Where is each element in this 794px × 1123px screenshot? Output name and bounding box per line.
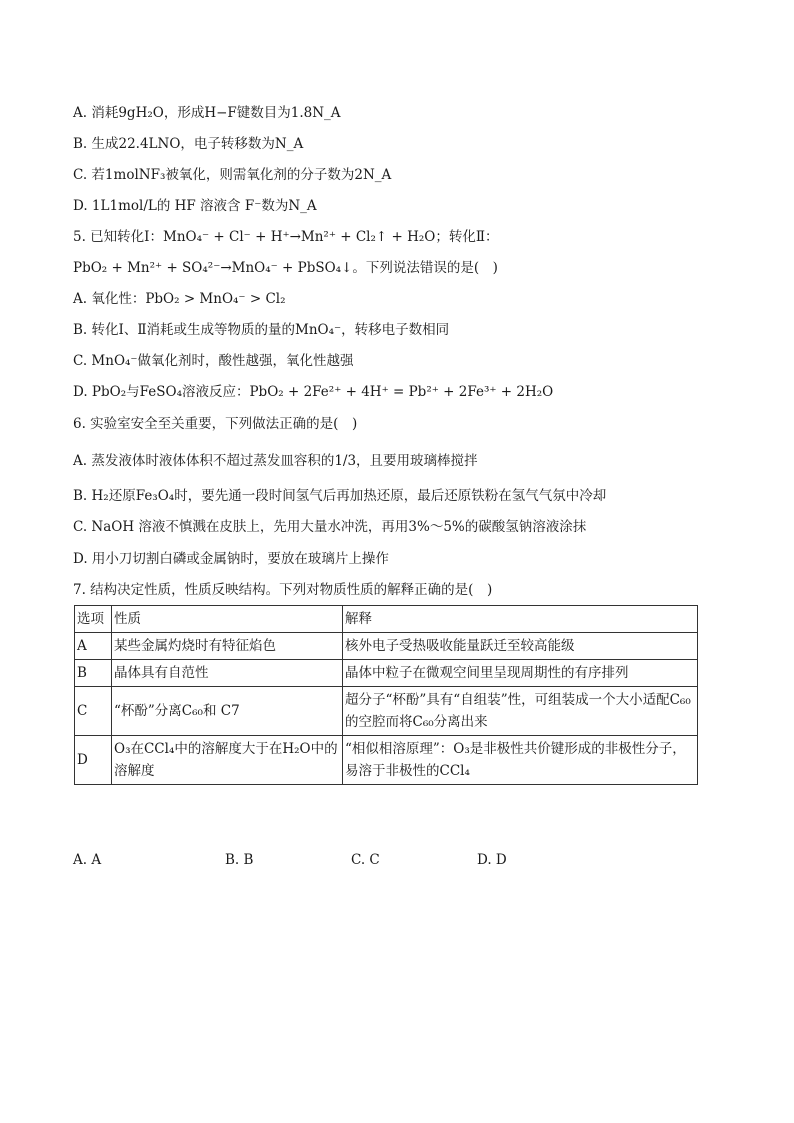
q7-answer-c: C. C bbox=[351, 852, 380, 868]
q6-option-b: B. H₂还原Fe₃O₄时，要先通一段时间氢气后再加热还原，最后还原铁粉在氢气气氛中冷却 bbox=[73, 488, 607, 504]
row-explanation: 核外电子受热吸收能量跃迁至较高能级 bbox=[343, 633, 698, 660]
q6-option-c: C. NaOH 溶液不慎溅在皮肤上，先用大量水冲洗，再用3%～5%的碳酸氢钠溶液涂抹 bbox=[73, 519, 587, 535]
row-explanation: 超分子“杯酚”具有“自组装”性，可组装成一个大小适配C₆₀的空腔而将C₆₀分离出来 bbox=[343, 687, 698, 736]
q5-stem-line2: PbO₂ + Mn²⁺ + SO₄²⁻→MnO₄⁻ + PbSO₄↓。下列说法错误的是( ) bbox=[73, 260, 498, 276]
q7-table bbox=[74, 605, 698, 785]
table-header-option: 选项 bbox=[75, 606, 112, 633]
row-explanation: “相似相溶原理”：O₃是非极性共价键形成的非极性分子，易溶于非极性的CCl₄ bbox=[343, 736, 698, 785]
q5-option-b: B. 转化Ⅰ、Ⅱ消耗或生成等物质的量的MnO₄⁻，转移电子数相同 bbox=[73, 322, 450, 338]
q4-option-d: D. 1L1mol/L的 HF 溶液含 F⁻数为N_A bbox=[73, 198, 317, 214]
q4-option-a: A. 消耗9gH₂O，形成H−F键数目为1.8N_A bbox=[73, 105, 341, 121]
q4-option-c: C. 若1molNF₃被氧化，则需氧化剂的分子数为2N_A bbox=[73, 167, 392, 183]
row-option: B bbox=[75, 660, 112, 687]
q7-answer-a: A. A bbox=[73, 852, 102, 868]
q6-option-d: D. 用小刀切割白磷或金属钠时，要放在玻璃片上操作 bbox=[73, 551, 389, 567]
q5-option-c: C. MnO₄⁻做氧化剂时，酸性越强，氧化性越强 bbox=[73, 353, 354, 369]
table-row bbox=[75, 660, 698, 687]
row-option: A bbox=[75, 633, 112, 660]
q7-stem: 7. 结构决定性质，性质反映结构。下列对物质性质的解释正确的是( ) bbox=[73, 582, 493, 598]
table-row bbox=[75, 633, 698, 660]
q7-answer-d: D. D bbox=[477, 852, 507, 868]
q4-option-b: B. 生成22.4LNO，电子转移数为N_A bbox=[73, 136, 304, 152]
q7-answer-b: B. B bbox=[225, 852, 254, 868]
q5-stem-line1: 5. 已知转化Ⅰ：MnO₄⁻ + Cl⁻ + H⁺→Mn²⁺ + Cl₂↑ + H₂O；转化Ⅱ： bbox=[73, 229, 499, 245]
row-explanation: 晶体中粒子在微观空间里呈现周期性的有序排列 bbox=[343, 660, 698, 687]
table-header-explanation: 解释 bbox=[343, 606, 698, 633]
row-option: C bbox=[75, 687, 112, 736]
q6-option-a: A. 蒸发液体时液体体积不超过蒸发皿容积的1/3，且要用玻璃棒搅拌 bbox=[73, 453, 478, 469]
table-header-property: 性质 bbox=[112, 606, 343, 633]
q5-option-d: D. PbO₂与FeSO₄溶液反应：PbO₂ + 2Fe²⁺ + 4H⁺ = Pb²⁺ + 2Fe³⁺ + 2H₂O bbox=[73, 384, 554, 400]
row-property: O₃在CCl₄中的溶解度大于在H₂O中的溶解度 bbox=[112, 736, 343, 785]
table-header-row bbox=[75, 606, 698, 633]
row-property: 晶体具有自范性 bbox=[112, 660, 343, 687]
q5-option-a: A. 氧化性：PbO₂ > MnO₄⁻ > Cl₂ bbox=[73, 291, 286, 307]
row-property: 某些金属灼烧时有特征焰色 bbox=[112, 633, 343, 660]
row-option: D bbox=[75, 736, 112, 785]
q6-stem: 6. 实验室安全至关重要，下列做法正确的是( ) bbox=[73, 416, 358, 432]
table-row bbox=[75, 736, 698, 785]
row-property: “杯酚”分离C₆₀和 C7 bbox=[112, 687, 343, 736]
table-row bbox=[75, 687, 698, 736]
